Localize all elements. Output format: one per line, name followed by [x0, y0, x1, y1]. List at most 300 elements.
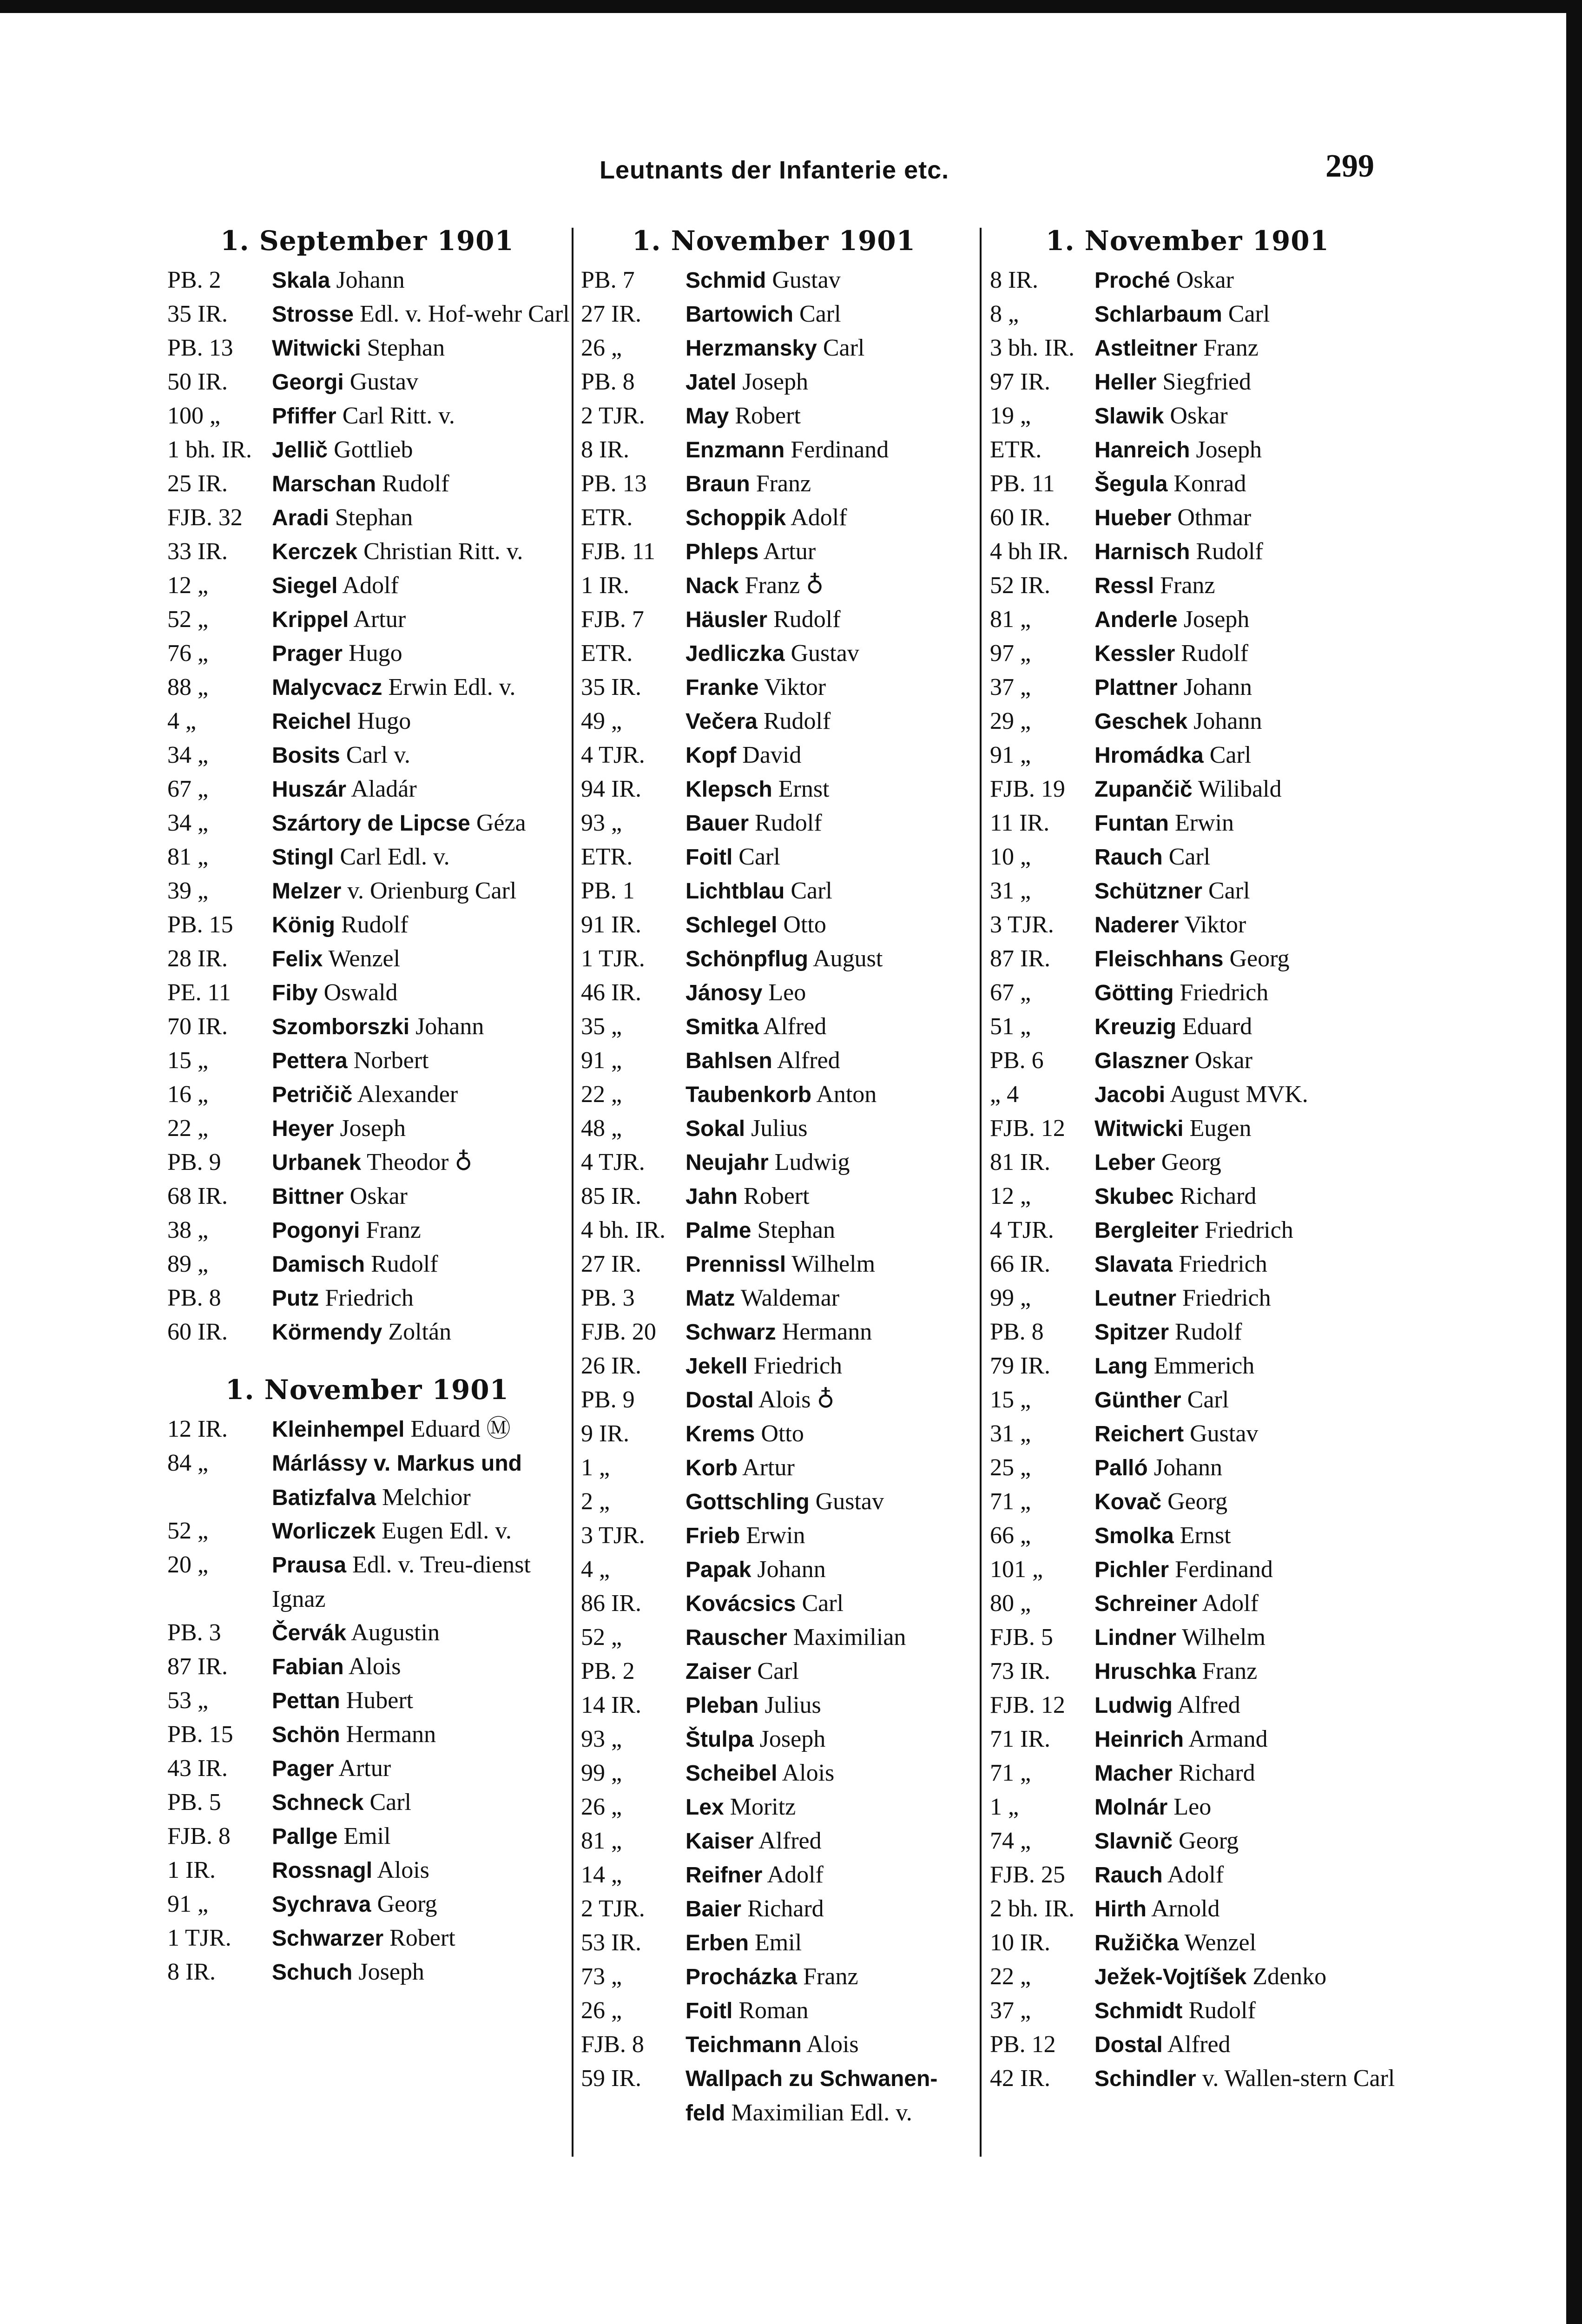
unit-label: FJB. 8: [581, 2031, 644, 2058]
officer-name: [686, 670, 967, 705]
unit-label: 67 „: [990, 979, 1031, 1006]
entry-list: [167, 1412, 567, 1989]
unit-label: 53 „: [167, 1687, 209, 1714]
officer-name: [272, 1785, 567, 1820]
officer-name: [272, 365, 567, 399]
officer-name: [1094, 1417, 1385, 1451]
surname: Szomborszki: [272, 1015, 410, 1039]
officer-name: [1094, 1654, 1385, 1689]
given-name: Theodor ♁: [367, 1149, 473, 1175]
surname: Jacobi: [1094, 1083, 1166, 1107]
list-item: [167, 636, 567, 670]
officer-name: [686, 1077, 967, 1112]
list-item: [990, 1858, 1385, 1892]
given-name: Carl: [1168, 844, 1211, 870]
given-name: Rudolf: [773, 606, 841, 633]
list-item: [167, 1010, 567, 1043]
surname: Krippel: [272, 607, 349, 632]
surname: Damisch: [272, 1252, 365, 1277]
surname: Scheibel: [686, 1761, 778, 1786]
unit-label: 53 IR.: [581, 1929, 641, 1956]
given-name: Joseph: [358, 1959, 424, 1985]
surname: Marschan: [272, 472, 376, 496]
officer-name: [686, 908, 967, 942]
unit-label: 50 IR.: [167, 369, 228, 395]
surname: Frieb: [686, 1524, 740, 1548]
unit-label: 94 IR.: [581, 776, 641, 802]
given-name: Rudolf: [1188, 1997, 1256, 2024]
officer-name: [686, 1654, 967, 1689]
given-name: Roman: [738, 1997, 809, 2024]
surname: Kovácsics: [686, 1591, 796, 1616]
surname: Georgi: [272, 370, 344, 395]
surname: Leber: [1094, 1150, 1155, 1175]
unit-label: 37 „: [990, 1997, 1031, 2024]
list-item: [990, 942, 1385, 976]
unit-label: PB. 2: [581, 1658, 635, 1684]
given-name: Erwin: [746, 1522, 805, 1549]
unit-label: 60 IR.: [990, 504, 1050, 531]
surname: Slavnič: [1094, 1829, 1173, 1854]
unit-label: 3 TJR.: [581, 1522, 645, 1549]
list-item: [990, 297, 1385, 331]
officer-name: [686, 1926, 967, 1960]
unit-label: 4 bh IR.: [990, 538, 1068, 565]
given-name: Oskar: [349, 1183, 408, 1209]
officer-name: [1094, 1485, 1385, 1519]
officer-name: [272, 501, 567, 535]
given-name: Johann: [1154, 1454, 1223, 1481]
unit-label: 93 „: [581, 810, 622, 836]
unit-label: 51 „: [990, 1013, 1031, 1040]
given-name: Edl. v. Hof-wehr Carl: [360, 301, 570, 327]
officer-name: [272, 1315, 567, 1349]
officer-name: [272, 1819, 567, 1854]
surname: Kleinhempel: [272, 1417, 405, 1442]
unit-label: 35 „: [581, 1013, 622, 1040]
unit-label: 34 „: [167, 810, 209, 836]
given-name: Oskar: [1170, 403, 1228, 429]
list-item: [581, 1451, 967, 1485]
unit-label: 71 IR.: [990, 1726, 1050, 1752]
officer-name: [1094, 1926, 1385, 1960]
surname: Harnisch: [1094, 540, 1190, 564]
given-name: Franz: [1203, 335, 1259, 361]
surname: Šegula: [1094, 472, 1168, 496]
given-name: Richard: [747, 1895, 824, 1922]
officer-name: [686, 1179, 967, 1214]
surname: Schmidt: [1094, 1999, 1183, 2023]
surname: Jahn: [686, 1184, 738, 1209]
surname: Procházka: [686, 1965, 798, 1989]
list-item: [990, 976, 1385, 1010]
unit-label: 80 „: [990, 1590, 1031, 1617]
given-name: Rudolf: [763, 708, 831, 734]
surname: Ressl: [1094, 574, 1154, 598]
officer-name: [1094, 976, 1385, 1010]
surname: Hanreich: [1094, 438, 1190, 462]
given-name: Erwin Edl. v.: [388, 674, 516, 700]
officer-name: [686, 1043, 967, 1078]
officer-name: [272, 602, 567, 637]
officer-name: [272, 1514, 567, 1548]
given-name: Alfred: [777, 1047, 840, 1074]
given-name: Gustav: [772, 267, 841, 293]
given-name: Armand: [1188, 1726, 1268, 1752]
surname: Teichmann: [686, 2033, 802, 2057]
officer-name: [1094, 1858, 1385, 1892]
given-name: Gustav: [815, 1488, 884, 1515]
list-item: [990, 1688, 1385, 1722]
unit-label: 33 IR.: [167, 538, 228, 565]
list-item: [581, 704, 967, 738]
given-name: Eduard Ⓜ: [410, 1416, 511, 1442]
unit-label: 97 IR.: [990, 369, 1050, 395]
unit-label: 31 „: [990, 1420, 1031, 1447]
officer-name: [272, 331, 567, 365]
unit-label: 38 „: [167, 1217, 209, 1243]
officer-name: [686, 1994, 967, 2028]
list-item: [990, 1077, 1385, 1111]
list-item: [990, 1010, 1385, 1043]
officer-name: [1094, 1960, 1385, 1994]
officer-name: [272, 806, 567, 840]
unit-label: FJB. 7: [581, 606, 644, 633]
surname: Urbanek: [272, 1150, 362, 1175]
surname: Melzer: [272, 879, 342, 904]
officer-name: [272, 670, 567, 705]
list-item: [581, 1383, 967, 1417]
officer-name: [1094, 1552, 1385, 1587]
given-name: Alois ♁: [758, 1386, 835, 1413]
officer-name: [272, 1853, 567, 1888]
officer-name: [1094, 806, 1385, 840]
given-name: Rudolf: [371, 1251, 438, 1277]
given-name: Georg: [1179, 1828, 1239, 1854]
unit-label: 46 IR.: [581, 979, 641, 1006]
unit-label: 12 IR.: [167, 1416, 228, 1442]
list-item: [167, 1548, 567, 1616]
surname: Baier: [686, 1897, 742, 1921]
officer-name: [272, 399, 567, 433]
given-name: Friedrich: [325, 1285, 414, 1311]
unit-label: ETR.: [581, 640, 633, 667]
list-item: [990, 1315, 1385, 1349]
officer-name: [1094, 568, 1385, 603]
unit-label: 42 IR.: [990, 2065, 1050, 2092]
given-name: Rudolf: [341, 911, 409, 938]
officer-name: [1094, 1790, 1385, 1824]
given-name: v. Wallen-stern Carl: [1202, 2065, 1395, 2092]
officer-name: [686, 365, 967, 399]
officer-name: [1094, 1077, 1385, 1112]
officer-name: [1094, 1688, 1385, 1723]
given-name: Viktor: [764, 674, 826, 700]
officer-name: [1094, 1620, 1385, 1655]
officer-name: [686, 1281, 967, 1315]
surname: Jellič: [272, 438, 328, 462]
unit-label: 4 TJR.: [581, 1149, 645, 1175]
surname: Schön: [272, 1723, 340, 1747]
unit-label: 49 „: [581, 708, 622, 734]
officer-name: [272, 1616, 567, 1650]
given-name: Alfred: [1167, 2031, 1231, 2058]
officer-name: [1094, 1111, 1385, 1146]
entry-list: [167, 263, 570, 1349]
given-name: Georg: [1229, 945, 1290, 972]
given-name: Oskar: [1176, 267, 1234, 293]
unit-label: 26 „: [581, 1997, 622, 2024]
list-item: [167, 874, 567, 908]
given-name: Johann: [415, 1013, 484, 1040]
list-item: [581, 772, 967, 806]
list-item: [581, 2061, 967, 2129]
given-name: Gustav: [791, 640, 859, 667]
list-item: [167, 1955, 567, 1989]
unit-label: FJB. 19: [990, 776, 1065, 802]
list-item: [990, 1179, 1385, 1213]
officer-name: [272, 1751, 567, 1786]
unit-label: 86 IR.: [581, 1590, 641, 1617]
unit-label: ETR.: [990, 436, 1042, 463]
given-name: Alfred: [763, 1013, 827, 1040]
list-item: [581, 1620, 967, 1654]
surname: Krems: [686, 1422, 755, 1446]
officer-name: [272, 1077, 567, 1112]
unit-label: PB. 3: [581, 1285, 635, 1311]
officer-name: [686, 840, 967, 874]
list-item: [167, 1819, 567, 1853]
officer-name: [686, 1790, 967, 1824]
officer-name: [686, 1349, 967, 1383]
given-name: Rudolf: [1175, 1319, 1242, 1345]
officer-name: [272, 1717, 567, 1752]
unit-label: 85 IR.: [581, 1183, 641, 1209]
surname: Hirth: [1094, 1897, 1147, 1921]
list-item: [581, 1892, 967, 1926]
given-name: Carl: [1187, 1386, 1229, 1413]
given-name: Carl: [369, 1789, 411, 1816]
officer-name: [272, 976, 567, 1010]
surname: Schönpflug: [686, 947, 808, 971]
unit-label: 26 „: [581, 1794, 622, 1820]
officer-name: [686, 1756, 967, 1790]
list-item: [990, 1281, 1385, 1315]
surname: Bittner: [272, 1184, 344, 1209]
surname: Witwicki: [272, 336, 361, 361]
officer-name: [1094, 1756, 1385, 1790]
given-name: Friedrich: [1180, 979, 1269, 1006]
officer-name: [272, 1247, 567, 1281]
list-item: [990, 806, 1385, 840]
officer-name: [272, 263, 567, 297]
list-item: [990, 1213, 1385, 1247]
given-name: Artur: [338, 1755, 391, 1782]
given-name: Eduard: [1182, 1013, 1252, 1040]
list-item: [167, 297, 570, 331]
officer-name: [686, 976, 967, 1010]
given-name: Johann: [336, 267, 405, 293]
surname: Fabian: [272, 1655, 344, 1679]
unit-label: 14 „: [581, 1862, 622, 1888]
surname: Slavata: [1094, 1252, 1173, 1277]
list-item: [167, 535, 567, 568]
unit-label: FJB. 20: [581, 1319, 656, 1345]
officer-name: [272, 535, 567, 569]
list-item: [990, 2027, 1385, 2061]
surname: Ružička: [1094, 1931, 1179, 1955]
list-item: [990, 602, 1385, 636]
given-name: Erwin: [1174, 810, 1234, 836]
surname: Schwarz: [686, 1320, 776, 1345]
surname: Körmendy: [272, 1320, 382, 1345]
surname: Rossnagl: [272, 1858, 373, 1883]
unit-label: 100 „: [167, 403, 221, 429]
list-item: [167, 1921, 567, 1955]
officer-name: [1094, 1892, 1385, 1926]
officer-name: [1094, 670, 1385, 705]
officer-name: [686, 738, 967, 772]
unit-label: 52 IR.: [990, 572, 1050, 599]
unit-label: 88 „: [167, 674, 209, 700]
officer-name: [686, 1586, 967, 1621]
officer-name: [1094, 1043, 1385, 1078]
unit-label: 1 IR.: [167, 1857, 216, 1883]
surname: Erben: [686, 1931, 749, 1955]
unit-label: 97 „: [990, 640, 1031, 667]
list-item: [581, 1654, 967, 1688]
given-name: Robert: [735, 403, 801, 429]
surname: Márlássy v. Markus und Batizfalva: [272, 1451, 522, 1510]
surname: Heller: [1094, 370, 1157, 395]
unit-label: 34 „: [167, 742, 209, 768]
unit-label: PB. 7: [581, 267, 635, 293]
given-name: Melchior: [382, 1484, 471, 1511]
surname: Schmid: [686, 268, 766, 293]
given-name: Franz ♁: [745, 572, 824, 599]
officer-name: [686, 1552, 967, 1587]
officer-name: [686, 636, 967, 671]
officer-name: [686, 1111, 967, 1146]
unit-label: 91 „: [990, 742, 1031, 768]
officer-name: [1094, 365, 1385, 399]
list-item: [990, 467, 1385, 501]
list-item: [581, 1688, 967, 1722]
unit-label: 52 „: [167, 1518, 209, 1544]
list-item: [581, 535, 967, 568]
unit-label: PB. 13: [581, 470, 647, 497]
surname: Szártory de Lipcse: [272, 811, 470, 836]
given-name: Ernst: [778, 776, 830, 802]
given-name: Carl: [1209, 742, 1252, 768]
unit-label: 91 „: [581, 1047, 622, 1074]
unit-label: 8 IR.: [990, 267, 1038, 293]
given-name: Joseph: [340, 1115, 406, 1142]
list-item: [167, 365, 567, 399]
surname: Aradi: [272, 506, 329, 530]
list-item: [990, 1926, 1385, 1960]
unit-label: 76 „: [167, 640, 209, 667]
unit-label: 48 „: [581, 1115, 622, 1142]
officer-name: [686, 1688, 967, 1723]
given-name: Gottlieb: [334, 436, 413, 463]
given-name: August MVK.: [1170, 1081, 1308, 1108]
unit-label: 91 IR.: [581, 911, 641, 938]
entry-list: [581, 263, 967, 2129]
officer-name: [1094, 501, 1385, 535]
officer-name: [1094, 738, 1385, 772]
list-item: [581, 874, 967, 908]
unit-label: 1 TJR.: [581, 945, 645, 972]
officer-name: [1094, 1722, 1385, 1756]
list-item: [990, 1111, 1385, 1145]
surname: Lang: [1094, 1354, 1148, 1379]
given-name: Leo: [768, 979, 806, 1006]
given-name: Friedrich: [753, 1353, 843, 1379]
officer-name: [686, 1383, 967, 1417]
unit-label: 71 „: [990, 1488, 1031, 1515]
given-name: Julius: [765, 1692, 821, 1718]
surname: Reichel: [272, 709, 351, 734]
unit-label: PB. 13: [167, 335, 233, 361]
officer-name: [686, 1960, 967, 1994]
officer-name: [1094, 874, 1385, 908]
given-name: Carl: [738, 844, 780, 870]
list-item: [167, 670, 567, 704]
given-name: Carl: [1208, 878, 1250, 904]
section-heading: 1. November 1901: [1045, 225, 1330, 257]
list-item: [990, 2061, 1395, 2095]
unit-label: PB. 1: [581, 878, 635, 904]
unit-label: 35 IR.: [581, 674, 641, 700]
unit-label: 8 „: [990, 301, 1019, 327]
given-name: Alois: [806, 2031, 859, 2058]
surname: Molnár: [1094, 1795, 1168, 1820]
unit-label: 12 „: [167, 572, 209, 599]
unit-label: 28 IR.: [167, 945, 228, 972]
list-item: [167, 1853, 567, 1887]
unit-label: PB. 5: [167, 1789, 221, 1816]
list-item: [990, 1722, 1385, 1756]
surname: Schreiner: [1094, 1591, 1198, 1616]
officer-name: [272, 1111, 567, 1146]
unit-label: 26 IR.: [581, 1353, 641, 1379]
given-name: Gustav: [1190, 1420, 1259, 1447]
officer-name: [686, 1213, 967, 1248]
surname: Huszár: [272, 777, 347, 802]
surname: Enzmann: [686, 438, 785, 462]
unit-label: 4 bh. IR.: [581, 1217, 666, 1243]
surname: Schützner: [1094, 879, 1203, 904]
surname: Reifner: [686, 1863, 763, 1888]
officer-name: [1094, 636, 1385, 671]
surname: Ludwig: [1094, 1693, 1173, 1718]
unit-label: 1 „: [990, 1794, 1019, 1820]
list-item: [581, 1010, 967, 1043]
surname: Bergleiter: [1094, 1218, 1199, 1243]
surname: Sychrava: [272, 1892, 371, 1917]
list-item: [990, 1994, 1385, 2027]
surname: Pallge: [272, 1824, 338, 1849]
given-name: Waldemar: [740, 1285, 840, 1311]
given-name: Géza: [476, 810, 526, 836]
given-name: Emil: [755, 1929, 802, 1956]
surname: Zaiser: [686, 1659, 751, 1684]
given-name: Carl: [791, 878, 832, 904]
surname: Phleps: [686, 540, 759, 564]
unit-label: PB. 2: [167, 267, 221, 293]
list-item: [167, 1751, 567, 1785]
